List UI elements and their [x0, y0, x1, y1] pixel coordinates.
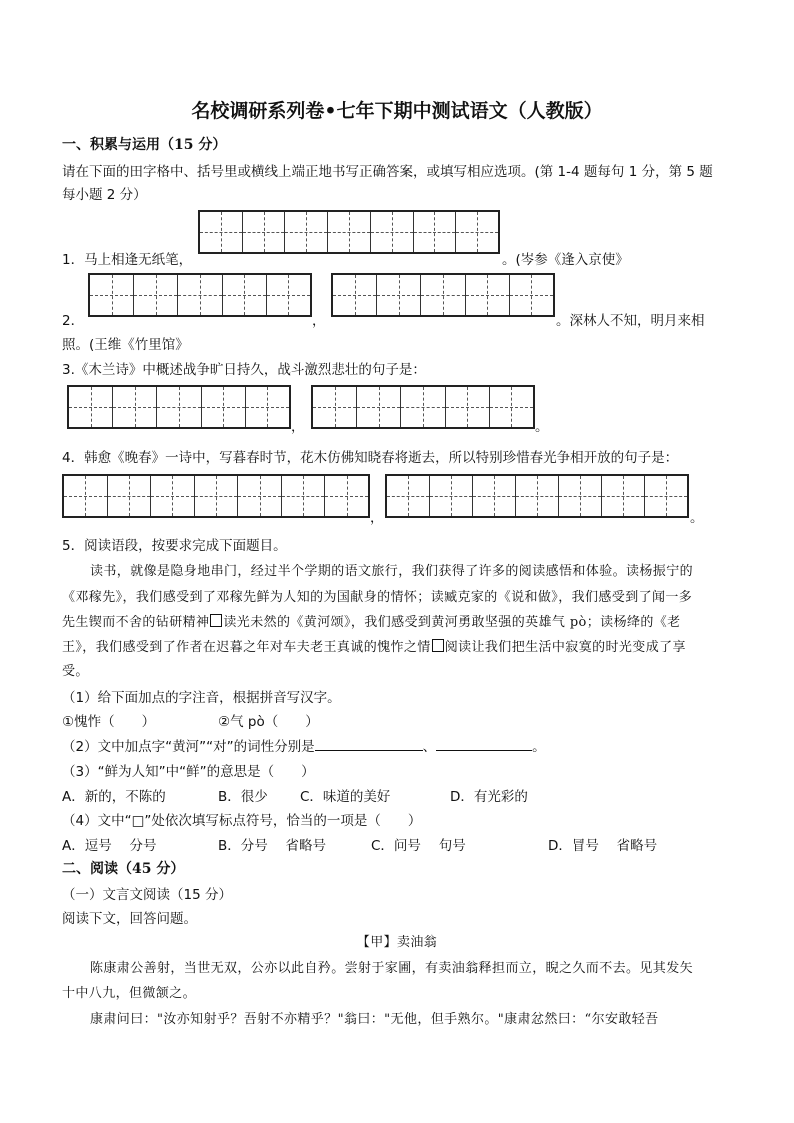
q2-comma: ， [312, 313, 326, 329]
option-3a[interactable]: A．新的，不陈的 [62, 789, 166, 805]
sub-question-2-end: 。 [532, 739, 546, 755]
q3-period: 。 [535, 419, 549, 435]
sub-question-2-text: （2）文中加点字“黄河”“对”的词性分别是 [62, 739, 315, 755]
option-4d[interactable]: D．冒号 省略号 [548, 838, 658, 854]
blank-box-2 [432, 639, 444, 652]
q4-comma: ， [370, 510, 384, 526]
passage-line-2: 《邓稼先》，我们感受到了邓稼先鲜为人知的为国献身的情怀；读臧克家的《说和做》，我们感受到了闻一多 [62, 590, 693, 605]
q3-answer-grid-2[interactable] [311, 385, 535, 429]
q1-text: 1．马上相逢无纸笔， [62, 252, 193, 268]
option-4a[interactable]: A．逗号 分号 [62, 838, 157, 854]
q4-answer-grid-2[interactable] [385, 474, 689, 518]
q2-answer-grid-1[interactable] [88, 273, 312, 317]
q4-period: 。 [690, 510, 704, 526]
instructions-line-1: 请在下面的田字格中、括号里或横线上端正地书写正确答案，或填写相应选项。(第 1-4 题每句 1 分，第 5 题 [62, 164, 713, 180]
option-4b[interactable]: B．分号 省略号 [218, 838, 327, 854]
sub-question-1: （1）给下面加点的字注音，根据拼音写汉字。 [62, 690, 341, 706]
q3-text: 3.《木兰诗》中概述战争旷日持久，战斗激烈悲壮的句子是： [62, 362, 426, 378]
q2-source: 。深林人不知，明月来相 [556, 313, 705, 329]
blank-line-2[interactable] [436, 738, 532, 751]
option-3b[interactable]: B．很少 [218, 789, 268, 805]
blank-line-1[interactable] [315, 738, 423, 751]
q4-answer-grid-1[interactable] [62, 474, 370, 518]
q1-source: 。(岑参《逢入京使》 [502, 252, 629, 268]
option-4c[interactable]: C．问号 句号 [371, 838, 466, 854]
q3-comma: ， [291, 419, 305, 435]
sub-question-2 [62, 735, 546, 755]
q5-text: 5．阅读语段，按要求完成下面题目。 [62, 538, 287, 554]
option-3c[interactable]: C．味道的美好 [300, 789, 391, 805]
section-heading-1: 一、积累与运用（15 分） [62, 137, 227, 153]
passage-line-5: 受。 [62, 664, 89, 679]
classical-line-3: 康肃问曰："汝亦知射乎？吾射不亦精乎？"翁曰："无他，但手熟尔。"康肃忿然曰：“尔安敢轻吾 [90, 1012, 659, 1027]
passage-line-4b: 阅读让我们把生活中寂寞的时光变成了享 [444, 640, 686, 655]
sub-question-1a: ①愧怍（ ） [62, 714, 156, 730]
sub-question-3: （3）“鲜为人知”中“鲜”的意思是（ ） [62, 764, 315, 780]
section-heading-2: 二、阅读（45 分） [62, 861, 185, 877]
passage-line-3 [62, 611, 681, 630]
passage-line-3b: 读光未然的《黄河颂》，我们感受到黄河勇敢坚强的英雄气 pò；读杨绛的《老 [223, 615, 681, 630]
q2-number: 2． [62, 313, 85, 329]
page-title: 名校调研系列卷•七年下期中测试语文（人教版） [191, 100, 603, 122]
sub-question-4: （4）文中“□”处依次填写标点符号，恰当的一项是（ ） [62, 813, 422, 829]
passage-line-4 [62, 636, 686, 655]
q2-source-cont: 照。(王维《竹里馆》 [62, 337, 189, 353]
passage-line-4a: 王》，我们感受到了作者在迟暮之年对车夫老王真诚的愧怍之情 [62, 640, 431, 655]
passage-title: 【甲】卖油翁 [356, 935, 438, 950]
q1-answer-grid[interactable] [198, 210, 500, 254]
classical-line-1: 陈康肃公善射，当世无双，公亦以此自矜。尝射于家圃，有卖油翁释担而立，睨之久而不去。见其发矢 [90, 961, 694, 976]
q3-answer-grid-1[interactable] [67, 385, 291, 429]
option-3d[interactable]: D．有光彩的 [450, 789, 528, 805]
sub-question-1b: ②气 pò（ ） [218, 714, 319, 730]
sub-question-2-sep: 、 [422, 739, 437, 755]
subsection-heading: （一）文言文阅读（15 分） [62, 887, 232, 903]
classical-line-2: 十中八九，但微颔之。 [62, 986, 197, 1001]
reading-instruction: 阅读下文，回答问题。 [62, 911, 197, 927]
q2-answer-grid-2[interactable] [331, 273, 555, 317]
passage-line-1: 读书，就像是隐身地串门，经过半个学期的语文旅行，我们获得了许多的阅读感悟和体验。读杨振宁的 [90, 564, 694, 579]
blank-box-1 [210, 614, 222, 627]
passage-line-3a: 先生锲而不舍的钻研精神 [62, 615, 210, 630]
q4-text: 4．韩愈《晚春》一诗中，写暮春时节，花木仿佛知晓春将逝去，所以特别珍惜春光争相开放的句子是： [62, 450, 679, 466]
instructions-line-2: 每小题 2 分） [62, 187, 147, 203]
